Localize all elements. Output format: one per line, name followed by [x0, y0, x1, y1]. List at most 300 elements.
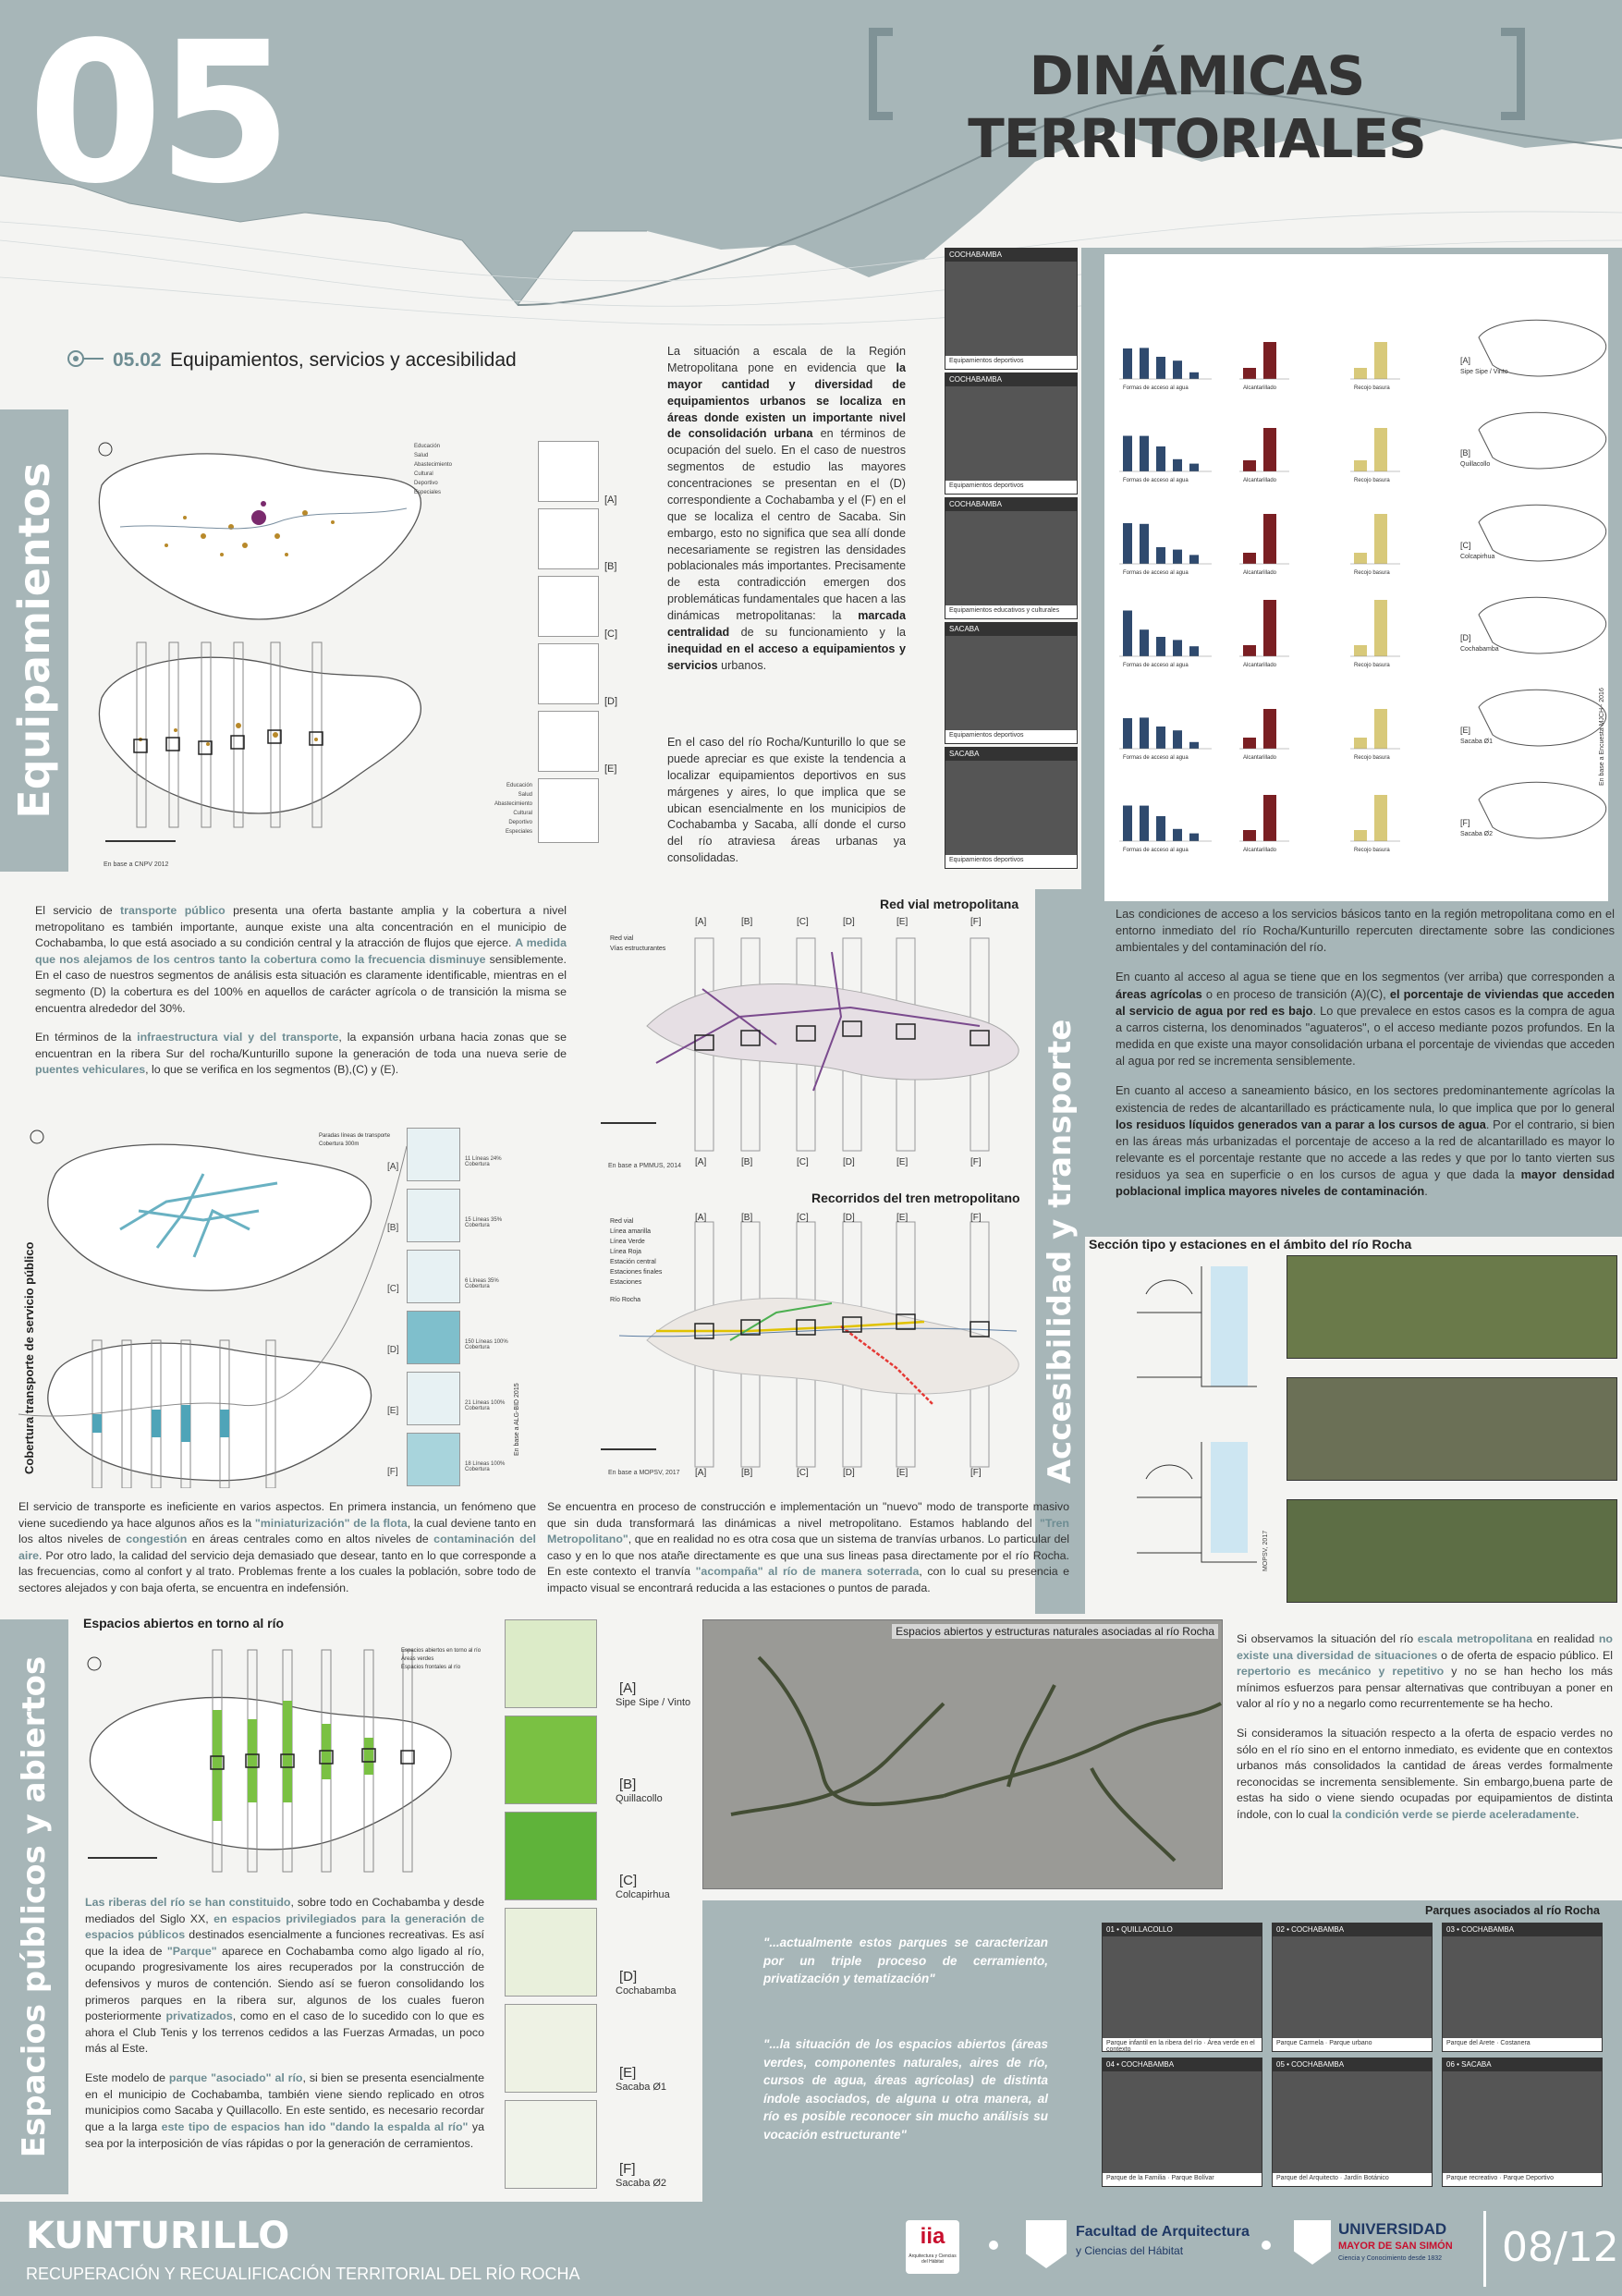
text: o de oferta de espacio público. El	[1441, 1648, 1613, 1662]
access-bar	[1354, 368, 1367, 379]
text: . Por el contrario, si bien en las áreas más urbanizadas el porcentaje de acceso a la red de alcantarillado es mayor lo relevante es el porcentaje restante que no accede a las redes y que por lo tanto vierten sus residuos ya sea en superficie o en los cursos de agua y que dada la	[1116, 1117, 1615, 1182]
text-bold: inequidad en el acceso a equipamientos y servicios	[667, 641, 906, 672]
parque-caption-2: Parque Deportivo	[1503, 2175, 1554, 2181]
photo-equipment-1	[945, 248, 1078, 370]
legend-item: Espacios abiertos en torno al río	[401, 1648, 482, 1654]
segment-outline-thumbnail	[1479, 690, 1606, 746]
cob-letter: [E]	[387, 1406, 399, 1416]
text-highlight: "miniaturización" de la flota	[254, 1516, 408, 1530]
segment-letter: [A]	[695, 1157, 707, 1167]
access-bar	[1123, 523, 1132, 564]
equip-letter-a: [A]	[604, 495, 617, 506]
chart-label: Formas de acceso al agua	[1123, 385, 1189, 391]
cob-thumb	[387, 1433, 506, 1486]
parque-caption: Parque del Arete · Costanera	[1443, 2038, 1602, 2051]
parque-photo	[1102, 2058, 1262, 2187]
text-highlight: puentes vehiculares	[35, 1063, 146, 1077]
north-arrow-icon	[88, 1657, 101, 1670]
segment-name: Sipe Sipe / Vinto	[1460, 369, 1508, 375]
access-bar	[1243, 830, 1256, 841]
section-marker-icon	[67, 349, 104, 368]
segment-letter: [D]	[843, 1157, 855, 1167]
access-bar	[1243, 738, 1256, 749]
cob-thumb	[387, 1311, 508, 1364]
photo-label: COCHABAMBA	[945, 249, 1077, 262]
segment-letter: [A]	[695, 1468, 707, 1478]
text: destinados esencialmente a funciones recreativas. Es así que la idea de	[85, 1928, 484, 1958]
parques-title: Parques asociados al río Rocha	[1425, 1904, 1600, 1917]
text-highlight: "Parque"	[166, 1944, 217, 1958]
cobertura-title: Cobertura transporte de servicio público	[22, 1241, 36, 1474]
footer-subtitle: RECUPERACIÓN Y RECUALIFICACIÓN TERRITORIAL DEL RÍO ROCHA	[26, 2265, 580, 2283]
legend-item: Río Rocha	[610, 1297, 641, 1303]
access-bar	[1354, 460, 1367, 471]
university-name-2: MAYOR DE SAN SIMÓN	[1338, 2241, 1453, 2252]
cob-stat: 11 Líneas 24% Cobertura	[465, 1156, 502, 1167]
segment-outline-thumbnail	[1479, 782, 1606, 838]
servicios-p3	[1116, 1082, 1615, 1200]
access-bar	[1263, 514, 1276, 564]
legend-item: Educación	[506, 783, 533, 788]
text: sensiblemente. En el caso de nuestros segmentos de análisis esta situación es claramente identificable, mientras en el segmento (D) la cobertura es del 100% en aquellos de carácter agrícola o de transición la misma se encuentra alrededor del 30%.	[35, 952, 567, 1015]
legend-item: Cultural	[414, 471, 433, 477]
parque-photo	[1442, 2058, 1603, 2187]
chart-label: Recojo basura	[1354, 478, 1390, 483]
parque-caption-2: Parque Bolívar	[1171, 2175, 1214, 2181]
segment-letter: [D]	[843, 1213, 855, 1223]
tren-source: En base a MOPSV, 2017	[608, 1470, 680, 1476]
chart-label: Alcantarillado	[1243, 755, 1277, 761]
aerial-title: Espacios abiertos y estructuras naturales asociadas al río Rocha	[892, 1624, 1218, 1639]
north-arrow-icon	[99, 443, 112, 456]
access-bar	[1123, 436, 1132, 472]
red-vial-legend	[610, 934, 665, 954]
photo-caption: Equipamientos deportivos	[945, 356, 1077, 369]
access-bar	[1189, 464, 1199, 471]
aerial-photo	[702, 1619, 1223, 1889]
text-highlight: este tipo de espacios han ido "dando la espalda al río"	[161, 2119, 469, 2133]
legend-item: Vías estructurantes	[610, 946, 666, 952]
esp-letter: [D]	[619, 1969, 638, 1985]
servicios-p1: Las condiciones de acceso a los servicios básicos tanto en la región metropolitana como en el entorno inmediato del río Rocha/Kunturillo repercuten directamente sobre las condiciones ambientales y del contaminación del río.	[1116, 907, 1615, 955]
page-number: 08/12	[1502, 2224, 1619, 2271]
legend-item: Salud	[414, 453, 429, 458]
text-highlight: parque "asociado" al río	[168, 2071, 303, 2085]
text-highlight: en espacios privilegiados para la generación de espacios públicos	[85, 1911, 484, 1942]
acceso-source: En base a Encuesta MJCH - 2016	[1599, 688, 1605, 786]
access-bar	[1173, 360, 1182, 379]
side-label-equipamientos	[0, 409, 68, 872]
legend-item: Salud	[518, 792, 533, 798]
access-bar	[1354, 645, 1367, 656]
segment-outline-thumbnail	[1479, 505, 1606, 561]
section-title: Equipamientos, servicios y accesibilidad	[170, 349, 517, 371]
segment-name: Cochabamba	[1460, 646, 1499, 653]
text: , si bien se presenta esencialmente en el municipio de Cochabamba, también viene siendo replicado en otros municipios como Sacaba y Quillacollo. En este sentido, es necesario recordar que a la larga	[85, 2071, 484, 2133]
parque-caption-1: Parque recreativo	[1446, 2175, 1498, 2181]
quote-1: "...actualmente estos parques se caracterizan por un triple proceso de cerramiento, privatización y tematización"	[763, 1936, 1048, 1986]
chart-label: Formas de acceso al agua	[1123, 570, 1189, 576]
side-label-espacios	[0, 1619, 68, 2194]
esp-letter: [B]	[619, 1777, 637, 1792]
esp-letter: [C]	[619, 1873, 638, 1888]
legend-item: Red vial	[610, 935, 634, 942]
legend-item: Línea Verde	[610, 1239, 645, 1245]
text: El servicio de transporte es ineficiente en varios aspectos. En primera instancia, un fenómeno que viene sucediendo ya hace algunos años es la	[18, 1500, 536, 1530]
legend-item: Especiales	[414, 490, 442, 495]
text-highlight: Las riberas del río se han constituido	[85, 1896, 291, 1909]
access-bar	[1374, 600, 1387, 656]
section-code: 05.02	[113, 349, 162, 371]
access-bar	[1140, 629, 1149, 656]
access-bar	[1354, 830, 1367, 841]
parque-caption-1: Parque infantil en la ribera del río	[1106, 2040, 1202, 2046]
access-bar	[1123, 348, 1132, 379]
text: .	[1576, 1808, 1579, 1822]
legend-item: Paradas líneas de transporte	[319, 1133, 391, 1139]
segment-letter: [B]	[741, 917, 753, 927]
bracket-right	[1501, 28, 1525, 120]
access-bar	[1189, 646, 1199, 656]
chart-label: Recojo basura	[1354, 848, 1390, 853]
legend-item: Cultural	[513, 811, 533, 816]
photo-label: SACABA	[945, 748, 1077, 761]
tren-letters	[695, 1213, 1009, 1226]
segment-letter: [B]	[741, 1157, 753, 1167]
segment-letter: [D]	[843, 1468, 855, 1478]
text-highlight: congestión	[126, 1533, 188, 1546]
chart-label: Formas de acceso al agua	[1123, 755, 1189, 761]
segment-letter: [B]	[1460, 448, 1471, 458]
segment-letter: [C]	[797, 1157, 809, 1167]
segment-letter: [F]	[970, 1157, 982, 1167]
access-bar	[1354, 553, 1367, 564]
esp-thumb	[505, 1812, 597, 1900]
access-bar	[1189, 834, 1199, 841]
cob-stat: 18 Líneas 100% Cobertura	[465, 1461, 506, 1472]
legend-item: Áreas verdes	[401, 1656, 434, 1662]
red-vial-letters	[695, 917, 1009, 930]
access-bar	[1140, 436, 1149, 471]
text: aparece en Cochabamba como algo ligado al río, ocupando progresivamente los aires recuperados por la construcción de defensivos y muros de contención. Siendo así se fueron consolidando los primeros parques en la ribera sur, algunos de los cuales fueron posteriormente	[85, 1944, 484, 2023]
access-bar	[1123, 718, 1132, 749]
seccion-source: MOPSV, 2017	[1262, 1530, 1269, 1571]
espacios-p2	[85, 2070, 484, 2152]
parque-photo	[1442, 1923, 1603, 2052]
access-bar	[1123, 806, 1132, 842]
text-bold: los residuos líquidos generados van a parar a los cursos de agua	[1116, 1117, 1486, 1131]
access-bar	[1156, 547, 1165, 564]
espacios-legend	[401, 1647, 481, 1672]
faculty-name-2: y Ciencias del Hábitat	[1076, 2244, 1184, 2257]
segment-letter: [A]	[1460, 356, 1471, 365]
esp-thumb	[505, 1716, 597, 1804]
access-bar	[1374, 514, 1387, 564]
chart-label: Alcantarillado	[1243, 478, 1277, 483]
access-bar	[1243, 368, 1256, 379]
espacios-text-right	[1237, 1631, 1613, 1824]
esp-thumb	[505, 2100, 597, 2189]
parque-caption: Parque recreativo · Parque Deportivo	[1443, 2173, 1602, 2186]
access-bar	[1173, 730, 1182, 749]
equip-source: En base a CNPV 2012	[104, 861, 169, 868]
cob-letter: [C]	[387, 1284, 399, 1294]
text-bold: áreas agrícolas	[1116, 986, 1202, 1001]
legend-item: Línea Roja	[610, 1249, 641, 1255]
cob-thumb	[387, 1372, 506, 1425]
parque-caption-2: Jardín Botánico	[1344, 2175, 1389, 2181]
segment-letter: [C]	[797, 917, 809, 927]
photo-caption: Equipamientos educativos y culturales	[945, 605, 1077, 618]
university-shield-icon	[1294, 2220, 1331, 2265]
transporte-text-3	[18, 1499, 536, 1597]
aerial-river-network	[703, 1620, 1224, 1890]
photo-caption: Equipamientos deportivos	[945, 855, 1077, 868]
legend-item: Deportivo	[414, 481, 438, 486]
esp-name: Cochabamba	[616, 1985, 677, 1997]
side-label-accesibilidad-text: Accesibilidad y transporte	[1042, 1019, 1079, 1484]
tren-letters-bottom	[695, 1468, 1009, 1481]
photo-label: COCHABAMBA	[945, 373, 1077, 386]
legend-item: Abastecimiento	[494, 801, 533, 807]
legend-item: Abastecimiento	[414, 462, 453, 468]
seccion-title: Sección tipo y estaciones en el ámbito del río Rocha	[1089, 1237, 1412, 1252]
separator-dot	[1262, 2241, 1271, 2250]
legend-item: Educación	[414, 444, 441, 449]
legend-item: Estación central	[610, 1259, 656, 1265]
text-highlight: "acompaña" al río de manera soterrada	[695, 1565, 920, 1579]
text-highlight: repertorio es mecánico y repetitivo	[1237, 1665, 1445, 1679]
cobertura-maps	[18, 1118, 407, 1488]
equip-legend-bottom	[494, 781, 532, 837]
side-label-espacios-text: Espacios públicos y abiertos	[16, 1655, 53, 2158]
text: , con lo cual su presencia e impacto visual se encontrará reducida a las estaciones o puntos de parada.	[547, 1565, 1070, 1595]
text: En cuanto al acceso al agua se tiene que en los segmentos (ver arriba) que corresponden a	[1116, 970, 1615, 984]
photo-caption: Equipamientos deportivos	[945, 730, 1077, 743]
cob-stat: 150 Líneas 100% Cobertura	[465, 1339, 508, 1350]
text-highlight: escala metropolitana	[1417, 1632, 1533, 1645]
iia-logo-sub: Arquitectura y Ciencias del Hábitat	[909, 2253, 957, 2265]
text: urbanos.	[721, 658, 767, 672]
equip-letter-d: [D]	[604, 696, 618, 707]
faculty-shield-icon	[1026, 2220, 1067, 2268]
text: En términos de la	[35, 1031, 132, 1044]
text: La situación a escala de la Región Metropolitana pone en evidencia que	[667, 345, 906, 374]
access-bar	[1263, 600, 1276, 656]
parque-caption: Parque del Arquitecto · Jardín Botánico	[1273, 2173, 1432, 2186]
parque-caption-1: Parque Carmela	[1276, 2040, 1323, 2046]
cob-thumb	[387, 1128, 502, 1181]
access-bar	[1156, 727, 1165, 749]
parque-header: 02 • COCHABAMBA	[1273, 1924, 1432, 1936]
esp-letter: [A]	[619, 1680, 637, 1696]
text-highlight: privatizados	[165, 2009, 233, 2023]
segment-outline-thumbnail	[1479, 597, 1606, 653]
footer-divider	[1483, 2211, 1486, 2287]
equip-legend-top	[414, 442, 452, 497]
parque-caption: Parque Carmela · Parque urbano	[1273, 2038, 1432, 2051]
parque-caption-1: Parque del Arete	[1446, 2040, 1495, 2046]
text: y no se han hecho los más mínimos esfuerzos para pensar alternativas que contribuyan a poner en valor al río y no a negarlo como recurrentemente se ha hecho.	[1237, 1665, 1613, 1711]
esp-name: Colcapirhua	[616, 1889, 670, 1900]
text: . Lo que prevalece en estos casos es la compra de agua a carros cisterna, los denominados "aguateros", o el acceso mediante pozos profundos. En la medida en que existe una mayor consolidación urbana el porcentaje de viviendas que acceden al agua por red se incrementa sensiblemente.	[1116, 1003, 1615, 1069]
estacion-photo-3	[1287, 1499, 1617, 1603]
espacios-text-1	[85, 1895, 484, 2152]
text-highlight: infraestructura vial y del transporte	[137, 1031, 339, 1044]
text-bold: mayor densidad poblacional implica mayores niveles de contaminación	[1116, 1167, 1616, 1199]
segment-outline-thumbnail	[1479, 412, 1606, 469]
parque-caption-2: Parque urbano	[1329, 2040, 1372, 2046]
chart-label: Recojo basura	[1354, 570, 1390, 576]
segment-letter: [B]	[741, 1213, 753, 1223]
parque-header: 04 • COCHABAMBA	[1103, 2058, 1262, 2071]
text: Si consideramos la situación respecto a la oferta de espacio verdes no sólo en el río sino en el entorno inmediato, es evidente que en contextos urbanos más consolidados la cantidad de áreas verdes formalmente reconocidas se incrementa sensiblemente. Sin embargo,buena parte de estas ha sido o viene siendo ocupadas por equipamientos de distinta índole, con lo cual	[1237, 1727, 1613, 1822]
parque-caption-1: Parque del Arquitecto	[1276, 2175, 1338, 2181]
espacios-title: Espacios abiertos en torno al río	[83, 1616, 285, 1630]
north-arrow-icon	[30, 1130, 43, 1143]
espacios-segment-stack	[505, 1619, 699, 2196]
access-bar	[1243, 645, 1256, 656]
legend-item: Especiales	[506, 829, 533, 835]
esp-seg	[505, 2004, 699, 2100]
segment-letter: [A]	[695, 1213, 707, 1223]
espacios-p1	[85, 1895, 484, 2058]
text-highlight: contaminación del aire	[18, 1533, 536, 1562]
chart-label: Formas de acceso al agua	[1123, 848, 1189, 853]
segment-letter: [F]	[970, 1468, 982, 1478]
text: En cuanto al acceso a saneamiento básico, en los sectores predominantemente agrícolas la existencia de redes de alcantarillado es prácticamente nula, lo que implica que por lo general	[1116, 1083, 1615, 1115]
equip-letter-c: [C]	[604, 629, 618, 640]
segment-letter: [C]	[797, 1468, 809, 1478]
parque-header: 05 • COCHABAMBA	[1273, 2058, 1432, 2071]
espacios-map	[83, 1636, 499, 1886]
estacion-photo-2	[1287, 1377, 1617, 1481]
text-highlight: A medida que nos alejamos de los centros tanto la cobertura como la frecuencia disminuye	[35, 936, 567, 966]
bracket-left	[869, 28, 893, 120]
esp-thumb	[505, 1908, 597, 1997]
chart-label: Alcantarillado	[1243, 848, 1277, 853]
access-bar	[1156, 637, 1165, 656]
legend-item: Cobertura 300m	[319, 1142, 360, 1147]
text: , que en realidad no es otra cosa que un sistema de tranvías urbanos. Lo particular del caso y en lo que nos atañe directamente es que una sus lineas pasa directamente por el río Rocha. En este contexto el tranvía	[547, 1533, 1069, 1579]
equip-detail-c	[538, 576, 599, 637]
parque-caption: Parque infantil en la ribera del río · Área verde en el contexto	[1103, 2038, 1262, 2051]
cob-thumb	[387, 1189, 503, 1242]
text: en términos de ocupación del suelo. En el caso de nuestros segmentos de estudio las mayores concentraciones se presentan en el (D) correspondiente a Cochabamba y el (F) en el que se localiza el centro de Sacaba. Sin embargo, esto no significa que sea allí donde necesariamente se registren las densidades poblacionales más importantes. Precisamente de esta contradicción emergen dos problemáticas fundamentales que hacen a las dinámicas metropolitanas: la	[667, 427, 906, 622]
esp-seg	[505, 1812, 699, 1908]
esp-name: Quillacollo	[616, 1793, 663, 1804]
faculty-name-1: Facultad de Arquitectura	[1076, 2224, 1250, 2240]
segment-letter: [F]	[970, 917, 982, 927]
access-bar	[1374, 709, 1387, 749]
acceso-bar-charts	[1104, 310, 1608, 883]
text: presenta una oferta bastante amplia y la cobertura a nivel metropolitano es también importante, aunque existe una alta concentración en el municipio de Cochabamba, lo que está asociado a su condición central y la atracción de flujos que ejerce.	[35, 904, 567, 950]
parque-caption: Parque de la Familia · Parque Bolívar	[1103, 2173, 1262, 2186]
photo-caption: Equipamientos deportivos	[945, 481, 1077, 494]
espacios-r1	[1237, 1631, 1613, 1713]
text-highlight: no existe una diversidad de situaciones	[1237, 1632, 1613, 1662]
text-bold: la mayor cantidad y diversidad de equipamientos urbanos se localiza en áreas donde existen un importante nivel de consolidación urbana	[667, 360, 906, 441]
esp-seg	[505, 1908, 699, 2004]
parque-photo	[1272, 2058, 1433, 2187]
page-title-box	[869, 28, 1525, 170]
text: , lo que se verifica en los segmentos (B),(C) y (E).	[145, 1063, 399, 1077]
parque-header: 03 • COCHABAMBA	[1443, 1924, 1602, 1936]
segment-letter: [D]	[843, 917, 855, 927]
equip-detail-e	[538, 711, 599, 772]
segment-name: Sacaba Ø1	[1460, 739, 1494, 745]
access-bar	[1156, 816, 1165, 841]
esp-letter: [E]	[619, 2065, 637, 2081]
access-bar	[1140, 524, 1149, 564]
equip-paragraph-1	[667, 344, 906, 675]
esp-seg	[505, 1619, 699, 1716]
esp-seg	[505, 2100, 699, 2196]
access-bar	[1374, 342, 1387, 379]
text: ya sea por la interposición de vías rápidas o por la generación de cerramientos.	[85, 2119, 484, 2150]
chart-label: Recojo basura	[1354, 755, 1390, 761]
transporte-text-1	[35, 903, 567, 1079]
text: , la cual deviene tanto en los altos niveles de	[18, 1516, 536, 1546]
parque-photo	[1102, 1923, 1262, 2052]
esp-letter: [F]	[619, 2161, 636, 2177]
text: de su funcionamiento y la	[740, 625, 906, 639]
access-bar	[1263, 709, 1276, 749]
section-number: 05	[28, 0, 287, 226]
quote-2: "...la situación de los espacios abiertos (áreas verdes, componentes naturales, aires de río, cursos de agua, áreas agrícolas) de distinta índole asociados, de alguna u otra manera, al río es posible reconocer sin mucho análisis su vocación estructurante"	[763, 2037, 1048, 2142]
segment-name: Quillacollo	[1460, 461, 1491, 468]
text: o en proceso de transición (A)(C),	[1205, 986, 1386, 1001]
equip-letter-b: [B]	[604, 561, 617, 572]
text: Este modelo de	[85, 2071, 165, 2085]
segment-letter: [E]	[896, 1157, 909, 1167]
parque-header: 01 • QUILLACOLLO	[1103, 1924, 1262, 1936]
cobertura-legend	[319, 1132, 390, 1149]
legend-item: Línea amarilla	[610, 1228, 651, 1235]
cob-letter: [B]	[387, 1223, 399, 1233]
transporte-p1	[35, 903, 567, 1017]
text-bold: el porcentaje de viviendas que acceden al servicio de agua por red es bajo	[1116, 986, 1616, 1018]
acceso-title: Acceso a servicios básicos	[1108, 257, 1562, 293]
esp-seg	[505, 1716, 699, 1812]
access-bar	[1263, 342, 1276, 379]
segment-name: Sacaba Ø2	[1460, 831, 1494, 837]
equip-letter-e: [E]	[604, 763, 617, 775]
chart-label: Alcantarillado	[1243, 570, 1277, 576]
segment-outline-thumbnail	[1479, 320, 1606, 376]
side-label-equipamientos-text: Equipamientos	[9, 462, 59, 819]
photo-equipment-5	[945, 747, 1078, 869]
chart-label: Recojo basura	[1354, 663, 1390, 668]
equip-detail-a	[538, 441, 599, 502]
segment-letter: [F]	[1460, 818, 1470, 827]
text-highlight: "Tren Metropolitano"	[547, 1516, 1069, 1546]
access-bar	[1243, 460, 1256, 471]
segment-letter: [E]	[896, 1213, 909, 1223]
legend-item: Espacios frontales al río	[401, 1665, 461, 1670]
text-highlight: transporte público	[120, 904, 226, 917]
parque-caption-2: Área verde en el contexto	[1106, 2040, 1255, 2053]
access-bar	[1189, 742, 1199, 749]
segment-letter: [F]	[970, 1213, 982, 1223]
access-bar	[1156, 446, 1165, 471]
photo-equipment-2	[945, 372, 1078, 495]
access-bar	[1263, 428, 1276, 471]
access-bar	[1140, 348, 1149, 379]
parque-caption-2: Costanera	[1500, 2040, 1531, 2046]
cob-stat: 15 Líneas 35% Cobertura	[465, 1217, 503, 1228]
access-bar	[1263, 795, 1276, 841]
